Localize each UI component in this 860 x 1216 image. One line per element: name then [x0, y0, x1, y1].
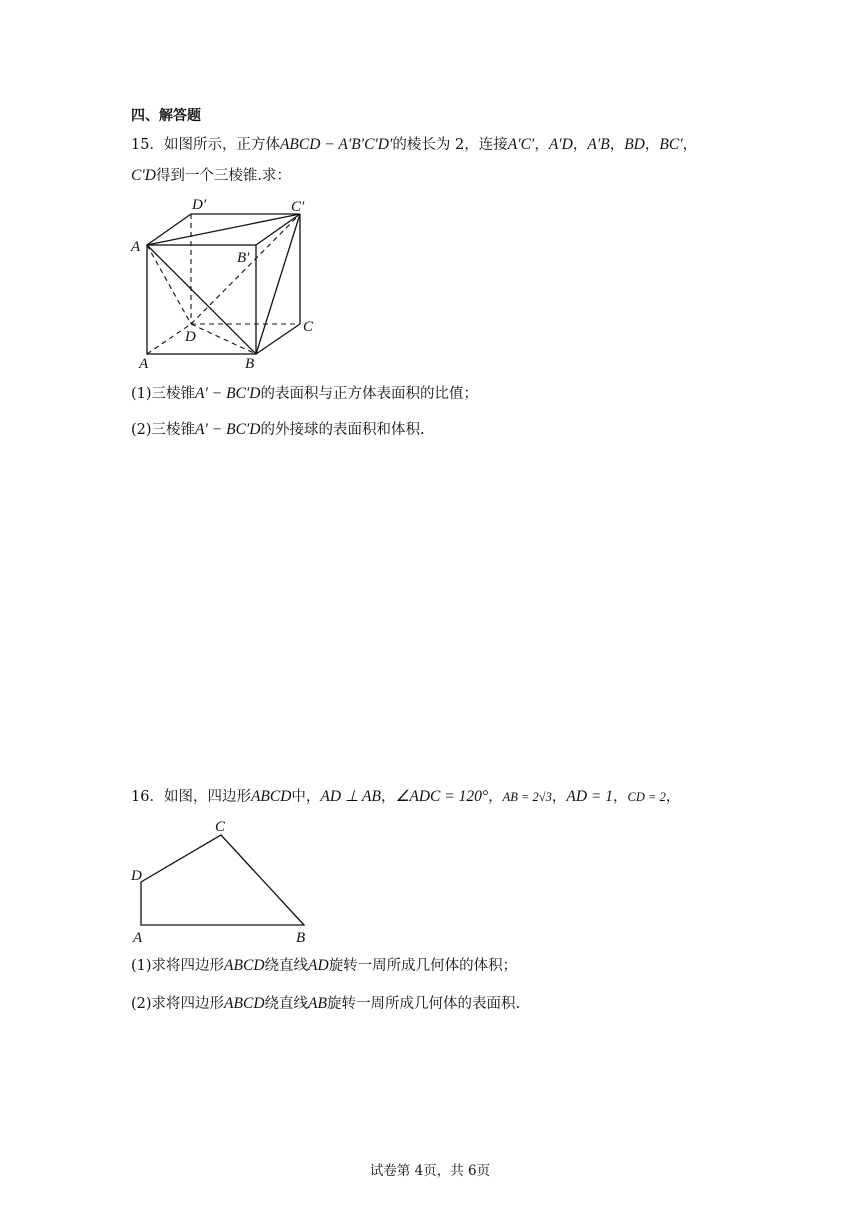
separator: ，: [381, 789, 396, 805]
quadrilateral-figure: [128, 815, 328, 945]
q16-part1-axis: AD: [308, 957, 329, 974]
q15-line2-tail: 得到一个三棱锥.求：: [155, 168, 292, 184]
label-c-prime: C′: [291, 199, 305, 215]
q16-part2-mid: 绕直线: [264, 996, 309, 1012]
hidden-segment-cprime-d: [191, 214, 300, 324]
q15-edge-text: 的棱长为 2，连接: [392, 137, 508, 153]
q16-cond-perpendicular: AD ⊥ AB: [320, 788, 381, 805]
q16-part2-suffix: 旋转一周所成几何体的表面积.: [326, 996, 521, 1012]
hidden-segment-b-d: [191, 324, 256, 354]
q15-part1-math: A′ − BC′D: [195, 385, 261, 402]
q16-part1-quad: ABCD: [224, 957, 265, 974]
cube-figure: [128, 195, 328, 370]
q16-part1-mid: 绕直线: [264, 958, 309, 974]
q16-cond-ad: AD = 1: [566, 788, 614, 805]
q15-cube-name: ABCD − A′B′C′D′: [279, 136, 393, 153]
separator: ，: [682, 137, 698, 153]
q15-part2-math: A′ − BC′D: [195, 421, 261, 438]
q16-quad-name: ABCD: [250, 788, 292, 805]
separator: ，: [613, 789, 628, 805]
q16-part2-prefix: (2)求将四边形: [131, 996, 225, 1012]
q15-line-1: [131, 135, 697, 155]
label-c: C: [303, 319, 314, 335]
q15-seg-3: A′B: [587, 136, 610, 153]
separator: ，: [609, 137, 625, 153]
q15-seg-2: A′D: [548, 136, 573, 153]
separator: ，: [534, 137, 549, 153]
label-b: B: [296, 930, 306, 946]
q15-part2-suffix: 的外接球的表面积和体积.: [260, 422, 425, 438]
q15-line-2: [131, 166, 291, 186]
q16-line-1: [131, 787, 680, 807]
q16-mid: 中，: [291, 789, 321, 805]
q16-cond-ab: AB = 2√3: [502, 790, 552, 804]
label-a-prime: A: [131, 239, 141, 255]
q16-part1-suffix: 旋转一周所成几何体的体积；: [328, 958, 518, 974]
quadrilateral-abcd: [141, 835, 304, 925]
q16-part1-prefix: (1)求将四边形: [131, 958, 225, 974]
q16-part-2: [131, 994, 520, 1014]
hidden-segment-aprime-d: [147, 245, 191, 324]
q15-number: 15．: [131, 137, 164, 153]
page-footer: 试卷第 4页，共 6页: [369, 1163, 491, 1179]
segment-b-cprime: [256, 214, 300, 354]
label-a: A: [139, 356, 149, 372]
q16-part-1: [131, 956, 517, 976]
separator: ，: [551, 789, 567, 805]
edge-b-c: [256, 324, 300, 354]
section-title: 四、解答题: [131, 108, 201, 124]
q15-seg-6: C′D: [131, 167, 156, 184]
label-d: D: [185, 329, 196, 345]
label-b: B: [245, 356, 255, 372]
separator: ，: [665, 789, 681, 805]
separator: ，: [644, 137, 660, 153]
q16-part2-axis: AB: [308, 995, 327, 1012]
q15-part1-prefix: (1)三棱锥: [131, 386, 196, 402]
q16-cond-angle: ∠ADC = 120°: [395, 788, 489, 805]
q15-seg-5: BC′: [659, 136, 683, 153]
separator: ，: [572, 137, 588, 153]
label-a: A: [133, 930, 143, 946]
label-d-prime: D′: [192, 197, 207, 213]
separator: ，: [488, 789, 503, 805]
label-c: C: [215, 819, 226, 835]
q16-part2-quad: ABCD: [224, 995, 265, 1012]
q15-part-2: [131, 420, 425, 440]
q15-seg-1: A′C′: [507, 136, 535, 153]
q16-intro: 如图，四边形: [163, 789, 251, 805]
q15-seg-4: BD: [624, 136, 645, 153]
q15-part-1: [131, 384, 478, 404]
q15-part1-suffix: 的表面积与正方体表面积的比值；: [260, 386, 479, 402]
q16-number: 16．: [131, 789, 164, 805]
label-b-prime: B′: [237, 250, 250, 266]
q16-cond-cd: CD = 2: [627, 790, 666, 804]
q15-intro: 如图所示，正方体: [163, 137, 280, 153]
label-d: D: [131, 868, 142, 884]
q15-part2-prefix: (2)三棱锥: [131, 422, 196, 438]
